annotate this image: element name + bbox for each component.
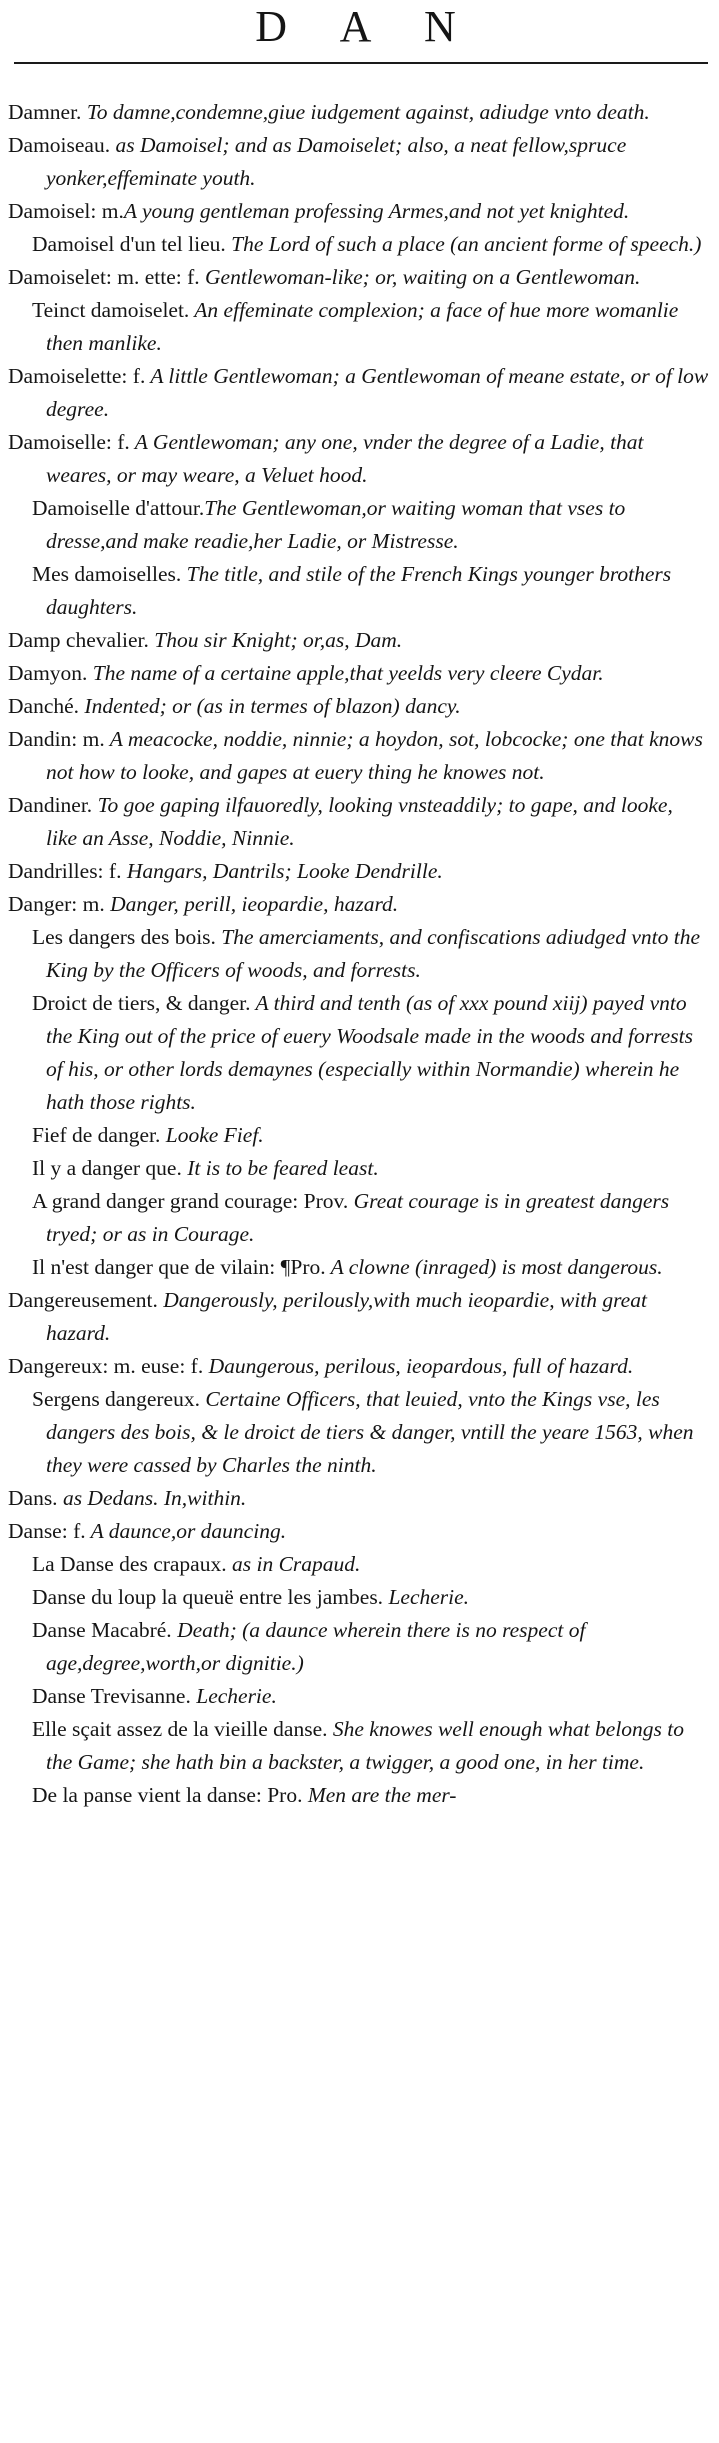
dictionary-entry <box>0 1185 719 1251</box>
dictionary-entry <box>0 1614 719 1680</box>
entry-definition: Great courage is in greatest dangers tryed; or as in Courage. <box>46 1189 670 1246</box>
entry-definition: To goe gaping ilfauoredly, looking vnsteaddily; to gape, and looke, like an Asse, Noddie, Ninnie. <box>46 793 673 850</box>
dictionary-entry <box>0 624 719 657</box>
entry-definition: Daungerous, perilous, ieopardous, full of hazard. <box>203 1354 634 1378</box>
dictionary-entry <box>0 261 719 294</box>
entry-definition: Certaine Officers, that leuied, vnto the Kings vse, les dangers des bois, & le droict de tiers & danger, vntill the yeare 1563, when they were cassed by Charles the ninth. <box>46 1387 694 1477</box>
entry-list <box>0 96 719 1812</box>
entry-definition: Gentlewoman-like; or, waiting on a Gentlewoman. <box>199 265 641 289</box>
entry-headword: Dans. <box>8 1486 58 1510</box>
entry-headword: Sergens dangereux. <box>32 1387 200 1411</box>
dictionary-entry <box>0 294 719 360</box>
dictionary-entry <box>0 1482 719 1515</box>
entry-headword: Les dangers des bois. <box>32 925 216 949</box>
dictionary-entry <box>0 195 719 228</box>
entry-headword: De la panse vient la danse: Pro. <box>32 1783 303 1807</box>
dictionary-entry <box>0 1284 719 1350</box>
entry-definition: The amerciaments, and confiscations adiudged vnto the King by the Officers of woods, and forrests. <box>46 925 700 982</box>
entry-headword: Il n'est danger que de vilain: ¶Pro. <box>32 1255 326 1279</box>
entry-headword: Damp chevalier. <box>8 628 149 652</box>
dictionary-entry <box>0 558 719 624</box>
dictionary-entry <box>0 1383 719 1482</box>
entry-headword: Danse du loup la queuë entre les jambes. <box>32 1585 384 1609</box>
entry-definition: A little Gentlewoman; a Gentlewoman of meane estate, or of low degree. <box>46 364 709 421</box>
entry-definition: A Gentlewoman; any one, vnder the degree of a Ladie, that weares, or may weare, a Veluet hood. <box>46 430 644 487</box>
dictionary-entry <box>0 888 719 921</box>
entry-definition: The Lord of such a place (an ancient forme of speech.) <box>225 232 702 256</box>
entry-headword: Danché. <box>8 694 80 718</box>
entry-definition: as Damoisel; and as Damoiselet; also, a neat fellow,spruce yonker,effeminate youth. <box>46 133 627 190</box>
entry-definition: A clowne (inraged) is most dangerous. <box>325 1255 663 1279</box>
entry-headword: Damoiselle: f. <box>8 430 130 454</box>
entry-headword: Teinct damoiselet. <box>32 298 190 322</box>
entry-headword: Damoiseau. <box>8 133 111 157</box>
dictionary-entry <box>0 1350 719 1383</box>
entry-headword: Dangereux: m. euse: f. <box>8 1354 204 1378</box>
entry-definition: A young gentleman professing Armes,and not yet knighted. <box>123 199 630 223</box>
entry-definition: Lecherie. <box>190 1684 277 1708</box>
dictionary-entry <box>0 789 719 855</box>
entry-definition: A daunce,or dauncing. <box>85 1519 287 1543</box>
entry-definition: Dangerously, perilously,with much ieopardie, with great hazard. <box>46 1288 647 1345</box>
entry-headword: Dandrilles: f. <box>8 859 122 883</box>
entry-headword: Danse: f. <box>8 1519 86 1543</box>
dictionary-entry <box>0 1680 719 1713</box>
entry-definition: A meacocke, noddie, ninnie; a hoydon, sot, lobcocke; one that knows not how to looke, and gapes at euery thing he knowes not. <box>46 727 703 784</box>
entry-definition: Death; (a daunce wherein there is no respect of age,degree,worth,or dignitie.) <box>46 1618 586 1675</box>
entry-definition: An effeminate complexion; a face of hue more womanlie then manlike. <box>46 298 679 355</box>
entry-headword: Dangereusement. <box>8 1288 158 1312</box>
entry-headword: Il y a danger que. <box>32 1156 182 1180</box>
entry-definition: To damne,condemne,giue iudgement against, adiudge vnto death. <box>81 100 650 124</box>
entry-headword: A grand danger grand courage: Prov. <box>32 1189 349 1213</box>
entry-definition: She knowes well enough what belongs to the Game; she hath bin a backster, a twigger, a good one, in her time. <box>46 1717 685 1774</box>
entry-headword: Damoiselette: f. <box>8 364 146 388</box>
entry-headword: Damoiselle d'attour. <box>32 496 205 520</box>
entry-definition: The name of a certaine apple,that yeelds very cleere Cydar. <box>87 661 604 685</box>
dictionary-entry <box>0 1548 719 1581</box>
entry-headword: Damyon. <box>8 661 88 685</box>
entry-headword: Damoiselet: m. ette: f. <box>8 265 200 289</box>
dictionary-entry <box>0 855 719 888</box>
dictionary-entry <box>0 1515 719 1548</box>
entry-definition: The Gentlewoman,or waiting woman that vses to dresse,and make readie,her Ladie, or Mistresse. <box>46 496 626 553</box>
dictionary-entry <box>0 1119 719 1152</box>
entry-headword: Dandiner. <box>8 793 93 817</box>
entry-headword: La Danse des crapaux. <box>32 1552 227 1576</box>
dictionary-entry <box>0 657 719 690</box>
entry-headword: Damoisel d'un tel lieu. <box>32 232 226 256</box>
entry-headword: Danger: m. <box>8 892 105 916</box>
entry-headword: Fief de danger. <box>32 1123 161 1147</box>
entry-definition: Thou sir Knight; or,as, Dam. <box>148 628 403 652</box>
entry-definition: The title, and stile of the French Kings younger brothers daughters. <box>46 562 672 619</box>
dictionary-entry <box>0 492 719 558</box>
dictionary-entry <box>0 360 719 426</box>
dictionary-entry <box>0 921 719 987</box>
entry-definition: Looke Fief. <box>160 1123 264 1147</box>
entry-headword: Droict de tiers, & danger. <box>32 991 251 1015</box>
dictionary-entry <box>0 129 719 195</box>
dictionary-entry <box>0 1152 719 1185</box>
dictionary-entry <box>0 1251 719 1284</box>
entry-definition: Men are the mer- <box>302 1783 457 1807</box>
entry-definition: as Dedans. In,within. <box>57 1486 247 1510</box>
entry-headword: Danse Macabré. <box>32 1618 172 1642</box>
dictionary-entry <box>0 987 719 1119</box>
entry-headword: Mes damoiselles. <box>32 562 182 586</box>
dictionary-entry <box>0 723 719 789</box>
dictionary-entry <box>0 228 719 261</box>
entry-definition: Hangars, Dantrils; Looke Dendrille. <box>121 859 443 883</box>
entry-definition: as in Crapaud. <box>226 1552 361 1576</box>
dictionary-entry <box>0 1713 719 1779</box>
entry-definition: It is to be feared least. <box>181 1156 379 1180</box>
dictionary-entry <box>0 690 719 723</box>
entry-headword: Damoisel: m. <box>8 199 124 223</box>
dictionary-entry <box>0 1581 719 1614</box>
entry-definition: Lecherie. <box>383 1585 470 1609</box>
header-rule <box>14 62 708 64</box>
page-header-title: D A N <box>255 2 478 51</box>
entry-headword: Dandin: m. <box>8 727 105 751</box>
entry-headword: Damner. <box>8 100 82 124</box>
entry-headword: Danse Trevisanne. <box>32 1684 191 1708</box>
entry-definition: Indented; or (as in termes of blazon) dancy. <box>79 694 461 718</box>
dictionary-entry <box>0 96 719 129</box>
entry-definition: Danger, perill, ieopardie, hazard. <box>104 892 399 916</box>
dictionary-entry <box>0 426 719 492</box>
entry-headword: Elle sçait assez de la vieille danse. <box>32 1717 328 1741</box>
dictionary-entry <box>0 1779 719 1812</box>
entry-definition: A third and tenth (as of xxx pound xiij) payed vnto the King out of the price of euery Woodsale made in the woods and forrests of his, or other lords demaynes (especially within Normandie) wherein he hath those rights. <box>46 991 693 1114</box>
